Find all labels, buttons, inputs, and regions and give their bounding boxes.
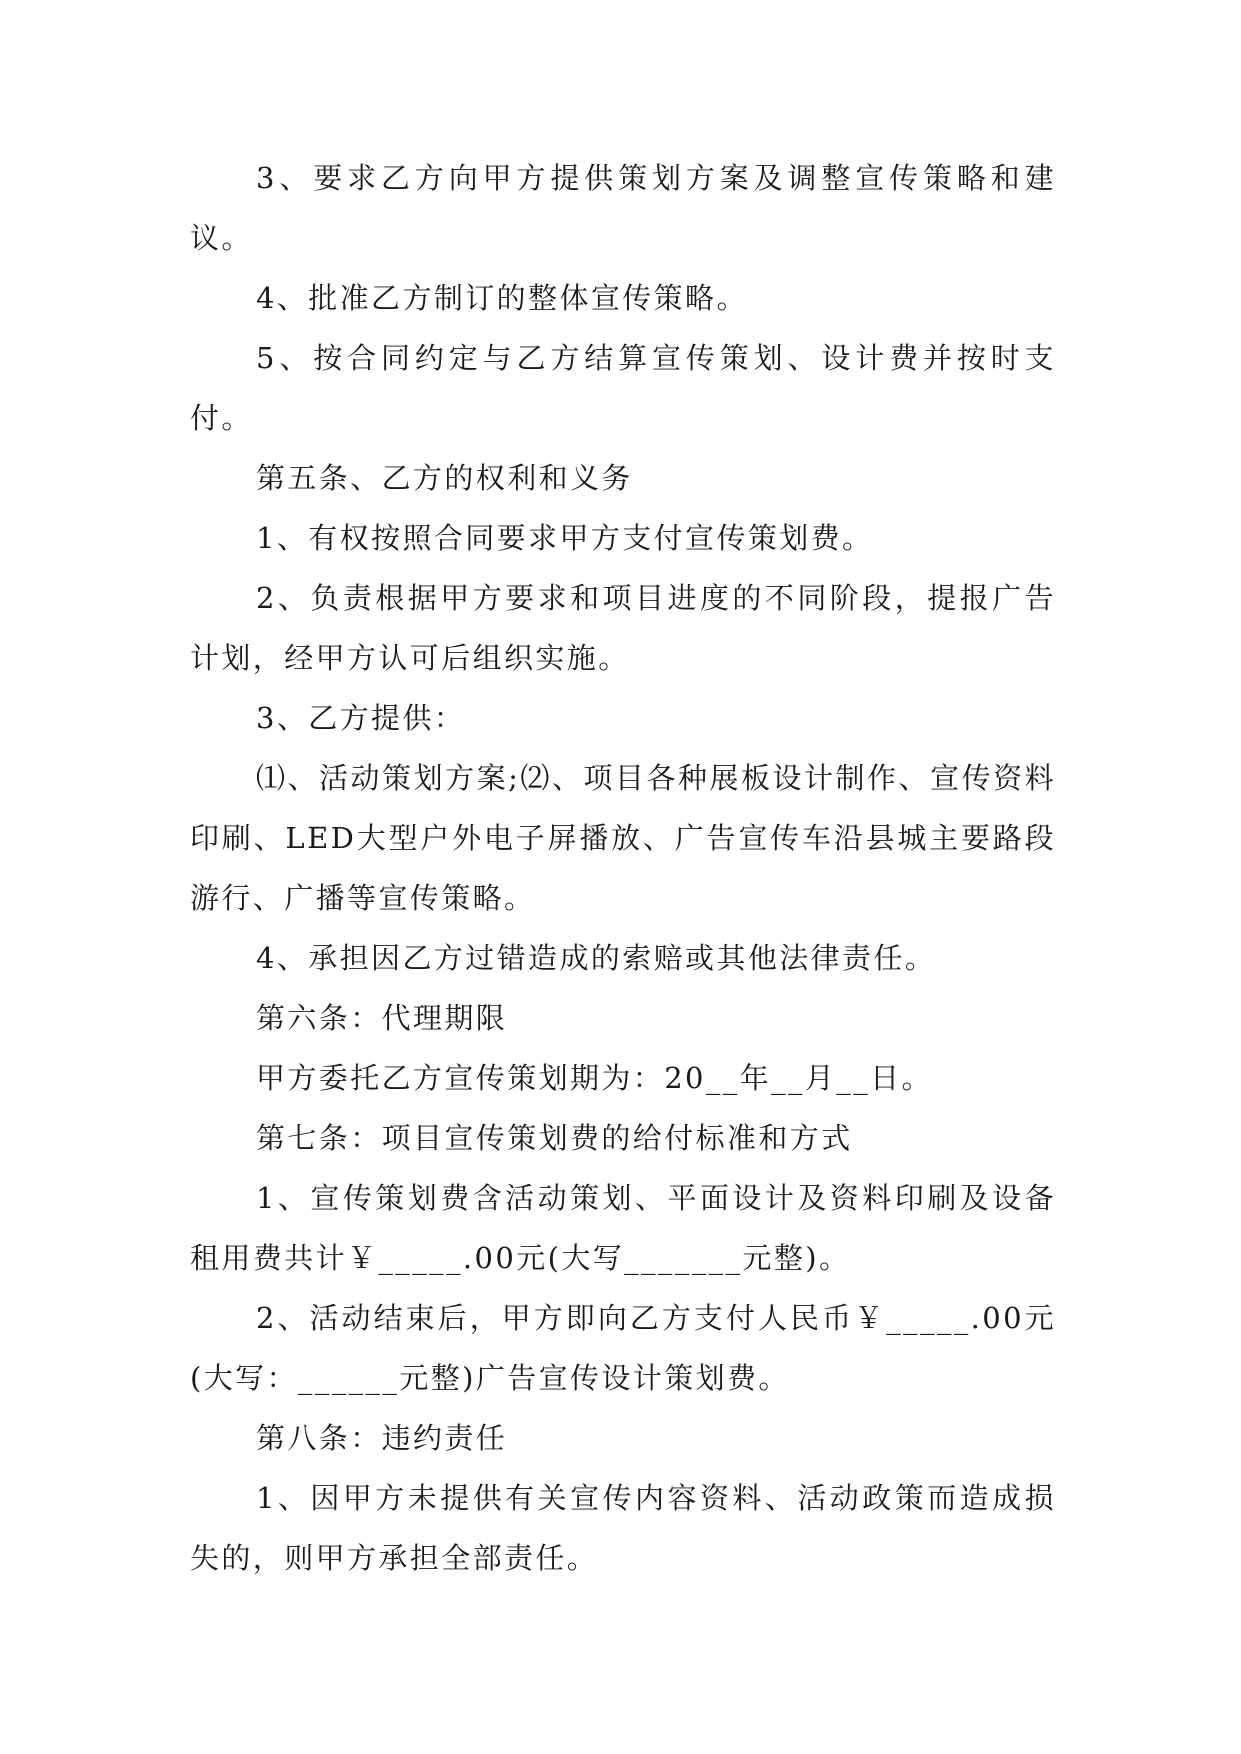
section-heading: 第六条：代理期限	[256, 1001, 508, 1035]
paragraph: 4、承担因乙方过错造成的索赔或其他法律责任。	[256, 941, 937, 975]
paragraph: 3、乙方提供：	[256, 701, 466, 735]
paragraph: 1、宣传策划费含活动策划、平面设计及资料印刷及设备租用费共计￥_____.00元(大写_______元整)。	[190, 1181, 1056, 1275]
paragraph: 1、有权按照合同要求甲方支付宣传策划费。	[256, 521, 874, 555]
paragraph: 4、批准乙方制订的整体宣传策略。	[256, 281, 748, 315]
section-heading: 第七条：项目宣传策划费的给付标准和方式	[256, 1121, 853, 1155]
paragraph: 2、负责根据甲方要求和项目进度的不同阶段，提报广告计划，经甲方认可后组织实施。	[190, 581, 1056, 675]
paragraph: 3、要求乙方向甲方提供策划方案及调整宣传策略和建议。	[190, 161, 1056, 255]
paragraph: 5、按合同约定与乙方结算宣传策划、设计费并按时支付。	[190, 341, 1056, 435]
paragraph: 1、因甲方未提供有关宣传内容资料、活动政策而造成损失的，则甲方承担全部责任。	[190, 1481, 1056, 1575]
paragraph: 2、活动结束后，甲方即向乙方支付人民币￥_____.00元(大写：______元整)广告宣传设计策划费。	[190, 1301, 1056, 1395]
paragraph: 甲方委托乙方宣传策划期为：20__年__月__日。	[256, 1061, 933, 1095]
section-heading: 第八条：违约责任	[256, 1421, 508, 1455]
paragraph: ⑴、活动策划方案;⑵、项目各种展板设计制作、宣传资料印刷、LED大型户外电子屏播放、广告宣传车沿县城主要路段游行、广播等宣传策略。	[190, 761, 1056, 915]
section-heading: 第五条、乙方的权利和义务	[256, 461, 633, 495]
document-page	[190, 148, 1056, 1588]
